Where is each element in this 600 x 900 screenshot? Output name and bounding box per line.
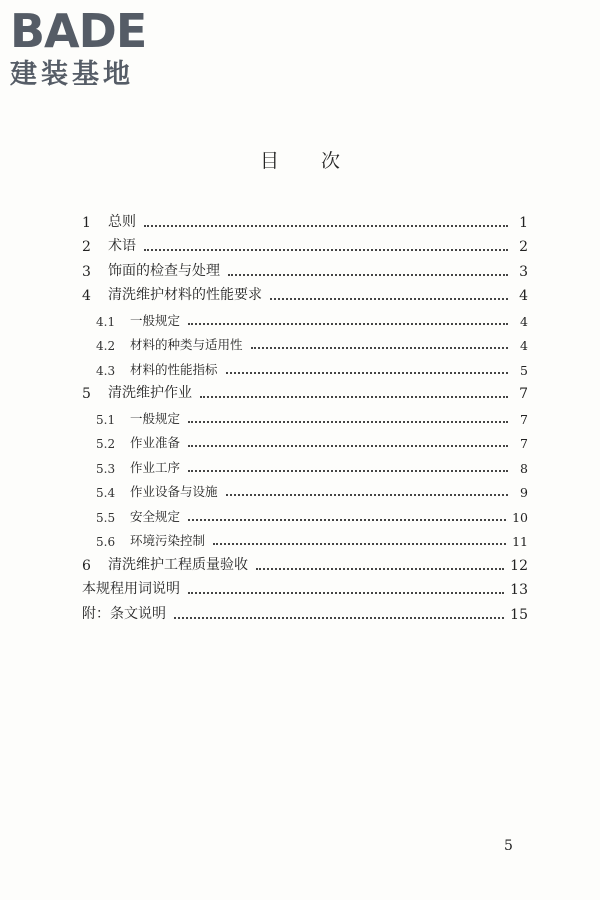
toc-entry-number: 5.5 <box>96 510 116 525</box>
toc-leader-dots <box>200 396 508 398</box>
toc-entry[interactable] <box>82 476 528 501</box>
toc-entry-label: 材料的性能指标 <box>130 361 218 377</box>
toc-leader-dots <box>174 617 504 619</box>
toc-entry-page: 4 <box>519 288 528 304</box>
toc-entry-label: 安全规定 <box>130 508 181 524</box>
toc-entry-page: 2 <box>519 239 528 255</box>
toc-entry-label: 一般规定 <box>130 312 181 328</box>
toc-leader-dots <box>270 298 508 300</box>
toc-leader-dots <box>228 274 508 276</box>
toc-entry-label: 术语 <box>108 238 136 254</box>
toc-entry-number: 5.2 <box>96 437 116 451</box>
logo-word-text: BADE <box>10 4 147 58</box>
toc-entry-number: 5.6 <box>96 535 116 549</box>
toc-entry[interactable] <box>82 500 528 525</box>
toc-entry-label: 清洗维护工程质量验收 <box>108 556 248 573</box>
toc-leader-dots <box>188 470 508 472</box>
toc-entry-page: 7 <box>519 386 528 402</box>
toc-entry-page: 3 <box>519 263 528 280</box>
toc-entry-page: 12 <box>510 557 528 574</box>
toc-entry-number: 4.1 <box>96 314 116 329</box>
toc-entry-label: 本规程用词说明 <box>82 581 180 597</box>
toc-leader-dots <box>256 568 504 570</box>
toc-entry-number: 4.3 <box>96 363 116 378</box>
toc-entry-label: 清洗维护作业 <box>108 385 192 401</box>
toc-entry-page: 5 <box>520 362 528 378</box>
toc-entry-number: 3 <box>82 263 91 280</box>
toc-entry-label: 材料的种类与适用性 <box>130 337 243 352</box>
toc-entry-number: 5.3 <box>96 461 116 476</box>
toc-entry-number: 6 <box>82 557 91 574</box>
toc-entry-number: 2 <box>82 239 91 255</box>
toc-entry-label: 环境污染控制 <box>130 533 206 548</box>
toc-entry[interactable] <box>82 378 528 403</box>
table-of-contents <box>82 206 528 623</box>
toc-entry-page: 8 <box>520 460 528 476</box>
toc-entry-label: 附：条文说明 <box>82 605 166 622</box>
toc-entry-label: 作业工序 <box>130 459 181 475</box>
toc-entry-page: 10 <box>512 509 528 525</box>
page-title: 目次 <box>259 150 382 172</box>
toc-entry-label: 清洗维护材料的性能要求 <box>108 287 262 303</box>
toc-entry-number: 5 <box>82 386 91 402</box>
toc-entry[interactable] <box>82 231 528 256</box>
toc-leader-dots <box>188 445 508 447</box>
toc-entry[interactable] <box>82 549 528 574</box>
toc-leader-dots <box>188 421 508 423</box>
toc-entry-number: 1 <box>82 214 91 231</box>
toc-leader-dots <box>226 372 508 374</box>
toc-entry-page: 15 <box>510 606 528 623</box>
toc-entry[interactable] <box>82 451 528 476</box>
toc-entry-label: 总则 <box>108 213 136 230</box>
toc-entry-label: 一般规定 <box>130 410 181 426</box>
toc-leader-dots <box>144 249 508 251</box>
page-number: 5 <box>504 838 513 854</box>
toc-leader-dots <box>226 494 508 496</box>
toc-leader-dots <box>188 323 508 325</box>
toc-entry-number: 4 <box>82 288 91 304</box>
toc-entry-label: 饰面的检查与处理 <box>108 262 220 279</box>
toc-leader-dots <box>188 519 506 521</box>
toc-entry[interactable] <box>82 280 528 305</box>
logo-wordmark <box>10 4 190 58</box>
toc-entry[interactable] <box>82 304 528 329</box>
toc-entry-page: 4 <box>520 313 528 329</box>
toc-entry-page: 13 <box>510 582 528 598</box>
toc-leader-dots <box>251 347 508 349</box>
toc-entry-page: 11 <box>512 534 528 549</box>
toc-entry[interactable] <box>82 427 528 452</box>
toc-entry[interactable] <box>82 329 528 354</box>
toc-leader-dots <box>144 225 508 227</box>
toc-entry[interactable] <box>82 255 528 280</box>
toc-entry[interactable] <box>82 206 528 231</box>
logo <box>10 6 190 90</box>
toc-entry-number: 5.1 <box>96 412 116 427</box>
toc-entry-label: 作业准备 <box>130 435 181 450</box>
toc-leader-dots <box>188 592 504 594</box>
toc-entry-page: 7 <box>520 436 528 451</box>
toc-entry-page: 4 <box>520 338 528 353</box>
toc-entry-page: 9 <box>520 485 528 500</box>
toc-leader-dots <box>213 543 506 545</box>
toc-entry[interactable] <box>82 598 528 623</box>
toc-entry-number: 4.2 <box>96 339 116 353</box>
toc-entry-label: 作业设备与设施 <box>130 484 218 499</box>
toc-entry[interactable] <box>82 353 528 378</box>
toc-entry-page: 7 <box>520 411 528 427</box>
logo-subtitle: 建装基地 <box>10 59 134 90</box>
toc-entry[interactable] <box>82 574 528 599</box>
toc-entry[interactable] <box>82 402 528 427</box>
toc-entry[interactable] <box>82 525 528 550</box>
toc-entry-page: 1 <box>519 214 528 231</box>
toc-entry-number: 5.4 <box>96 486 116 500</box>
